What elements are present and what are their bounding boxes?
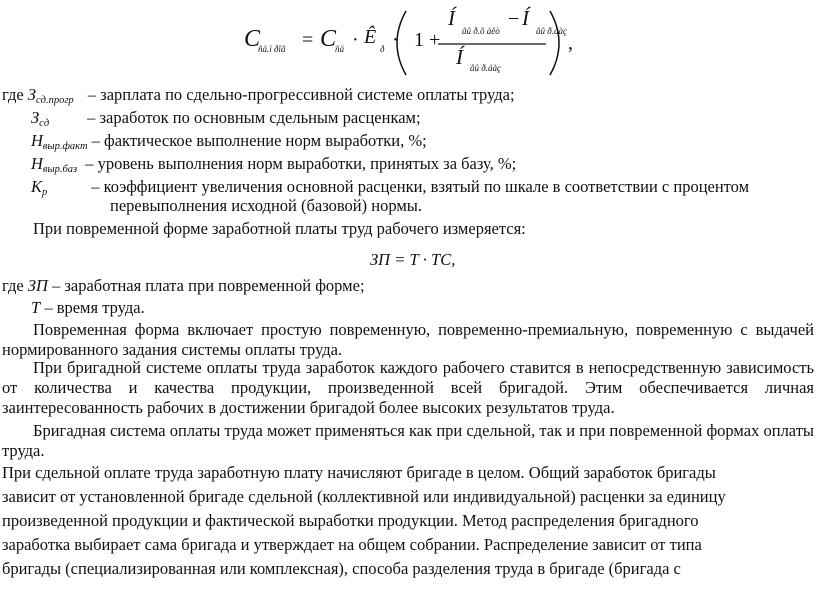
definition-text: – заработок по основным сдельным расценкам; [87, 108, 421, 127]
definition-subscript: сд.прогр [35, 95, 74, 106]
formula-dot-2: · [392, 29, 399, 51]
formula-lhs: C [244, 26, 261, 52]
definition-text: – зарплата по сдельно-прогрессивной системе оплаты труда; [83, 85, 515, 104]
definition-nvyr-fakt [31, 131, 427, 151]
definition-lead: где [2, 85, 28, 104]
definition-zsd-progr [2, 85, 515, 105]
formula-minus: − [508, 8, 520, 30]
definition-zsd [31, 108, 421, 128]
definition-subscript: р [41, 187, 48, 198]
paragraph-piece-rate [2, 461, 726, 581]
definition-symbol: Т [31, 298, 41, 317]
definition-text: – время труда. [40, 298, 145, 317]
formula-equals: = [302, 29, 314, 51]
paragraph-line: произведенной продукции и фактической выработки продукции. Метод распределения бригадного [2, 511, 699, 530]
definition-nvyr-baz [31, 154, 516, 174]
paragraph-line: зависит от установленной бригаде сдельной (коллективной или индивидуальной) расценки за единицу [2, 487, 726, 506]
formula-numerator-h2-subscript: âû ð.áàç [536, 26, 567, 36]
definition-symbol: Н [31, 154, 43, 173]
definition-text: – заработная плата при повременной форме; [47, 276, 365, 295]
definition-subscript: сд [39, 118, 50, 129]
formula-c: C [320, 26, 337, 52]
formula-comma: , [568, 32, 573, 54]
definition-lead: где [2, 276, 28, 295]
definition-symbol: К [31, 177, 42, 196]
definition-symbol: З [31, 108, 40, 127]
formula-numerator-h2: Í [522, 6, 529, 30]
definition-subscript: выр.баз [42, 164, 78, 175]
formula-k-subscript: ð [380, 44, 385, 54]
definition-kr [31, 177, 749, 197]
paragraph-brigade-forms: Бригадная система оплаты труда может применяться как при сдельной, так и при повременной формах оплаты труда. [2, 421, 814, 460]
paragraph-line: заработка выбирает сама бригада и утверждает на общем собрании. Распределение зависит от типа [2, 535, 702, 554]
definition-zp [2, 276, 365, 296]
formula-one-plus: 1 + [414, 29, 441, 51]
paragraph-brigade-system: При бригадной системе оплаты труда заработок каждого рабочего ставится в непосредственную зависимость от количества и качества продукции, произведенной всей бригадой. Этим обеспечивается личная заинтересованность рабочих в достижении бригадой более высоких результатов труда. [2, 358, 814, 417]
definition-text: – фактическое выполнение норм выработки, %; [87, 131, 427, 150]
definition-t [31, 298, 145, 318]
paragraph-time-forms: Повременная форма включает простую повременную, повременно-премиальную, повременную с выдачей нормированного задания системы оплаты труда. [2, 320, 814, 359]
definition-kr-continuation: перевыполнения исходной (базовой) нормы. [110, 196, 422, 215]
definition-symbol: ЗП [27, 276, 48, 295]
formula-dot-1: · [352, 29, 359, 51]
formula-k: Ê [364, 26, 377, 48]
definition-subscript: выр.факт [42, 141, 88, 152]
formula-c-subscript: ñä [335, 44, 344, 54]
formula-denominator-h: Í [456, 45, 463, 69]
definition-text: – коэффициент увеличения основной расценки, взятый по шкале в соответствии с процентом [91, 177, 750, 196]
paragraph-time-intro: При повременной форме заработной платы труд рабочего измеряется: [33, 219, 526, 238]
definition-symbol: З [27, 85, 36, 104]
formula-numerator-h1: Í [448, 6, 455, 30]
formula-lhs-subscript: ñä.ï ðîã [258, 44, 286, 54]
formula-numerator-h1-subscript: âû ð.ô àêò [462, 26, 500, 36]
definition-text: – уровень выполнения норм выработки, принятых за базу, %; [81, 154, 517, 173]
paragraph-line: При сдельной оплате труда заработную плату начисляют бригаде в целом. Общий заработок бригады [2, 463, 716, 482]
formula-denominator-h-subscript: âû ð.áàç [470, 63, 501, 73]
paragraph-line: бригады (специализированная или комплексная), способа разделения труда в бригаде (бригада с [2, 559, 681, 578]
definition-symbol: Н [31, 131, 43, 150]
formula-time-wage: ЗП = Т · ТС, [370, 250, 456, 269]
